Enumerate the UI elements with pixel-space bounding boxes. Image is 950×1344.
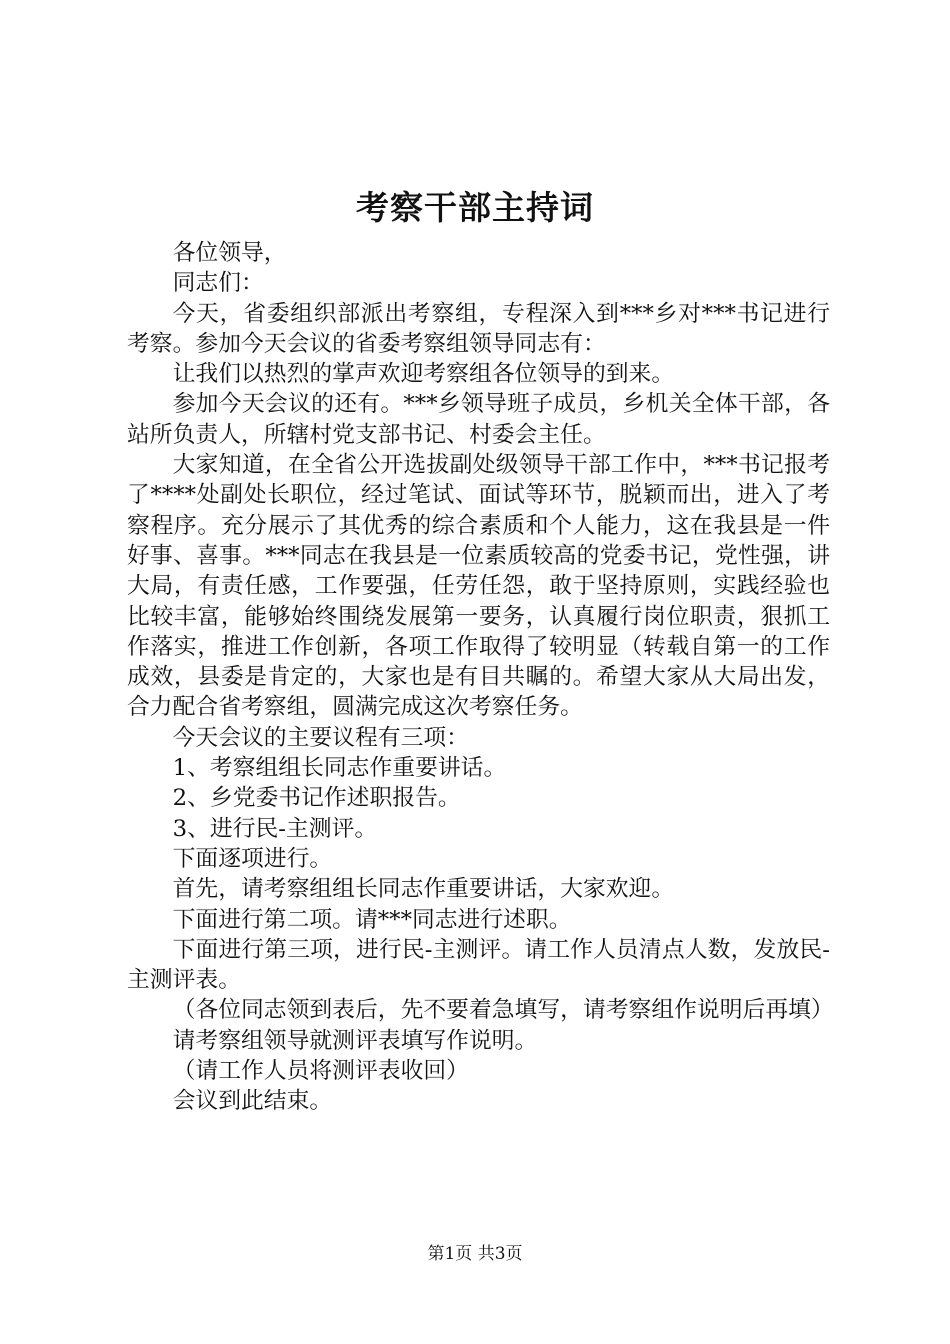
page-footer: 第1页 共3页 [427,1244,523,1264]
paragraph-salutation-comrades: 同志们： [172,270,264,297]
paragraph-intro: 今天，省委组织部派出考察组，专程深入到***乡对***书记进行考察。参加今天会议的省委考察组领导同志有： [127,300,830,357]
paragraph-first-item: 首先，请考察组组长同志作重要讲话，大家欢迎。 [172,876,675,903]
paragraph-agenda-intro: 今天会议的主要议程有三项： [172,724,469,751]
paragraph-closing: 会议到此结束。 [172,1088,333,1115]
paragraph-note-collect: （请工作人员将测评表收回） [172,1058,469,1085]
agenda-item-3: 3、进行民-主测评。 [172,815,378,842]
paragraph-salutation-leaders: 各位领导， [172,240,287,266]
paragraph-explain: 请考察组领导就测评表填写作说明。 [172,1027,538,1054]
paragraph-third-item: 下面进行第三项，进行民-主测评。请工作人员清点人数，发放民-主测评表。 [127,936,830,994]
paragraph-proceed: 下面逐项进行。 [172,845,333,872]
document-body [127,238,834,1117]
paragraph-background: 大家知道，在全省公开选拔副处级领导干部工作中，***书记报考了****处副处长职位，经过笔试、面试等环节，脱颖而出，进入了考察程序。充分展示了其优秀的综合素质和个人能力，这在我县是一件好事、喜事。***同志在我县是一位素质较高的党委书记，党性强，讲大局，有责任感，工作要强，任劳任怨，敢于坚持原则，实践经验也比较丰富，能够始终围绕发展第一要务，认真履行岗位职责，狠抓工作落实，推进工作创新，各项工作取得了较明显（转载自第一的工作成效，县委是肯定的，大家也是有目共瞩的。希望大家从大局出发，合力配合省考察组，圆满完成这次考察任务。 [127,452,830,721]
paragraph-note-fill: （各位同志领到表后，先不要着急填写，请考察组作说明后再填） [172,997,834,1024]
paragraph-attendees: 参加今天会议的还有。***乡领导班子成员，乡机关全体干部，各站所负责人，所辖村党支部书记、村委会主任。 [127,391,830,448]
paragraph-second-item: 下面进行第二项。请***同志进行述职。 [172,906,572,933]
paragraph-welcome: 让我们以热烈的掌声欢迎考察组各位领导的到来。 [172,361,675,388]
agenda-item-1: 1、考察组组长同志作重要讲话。 [172,755,507,782]
document-title: 考察干部主持词 [356,188,594,227]
agenda-item-2: 2、乡党委书记作述职报告。 [172,785,461,812]
